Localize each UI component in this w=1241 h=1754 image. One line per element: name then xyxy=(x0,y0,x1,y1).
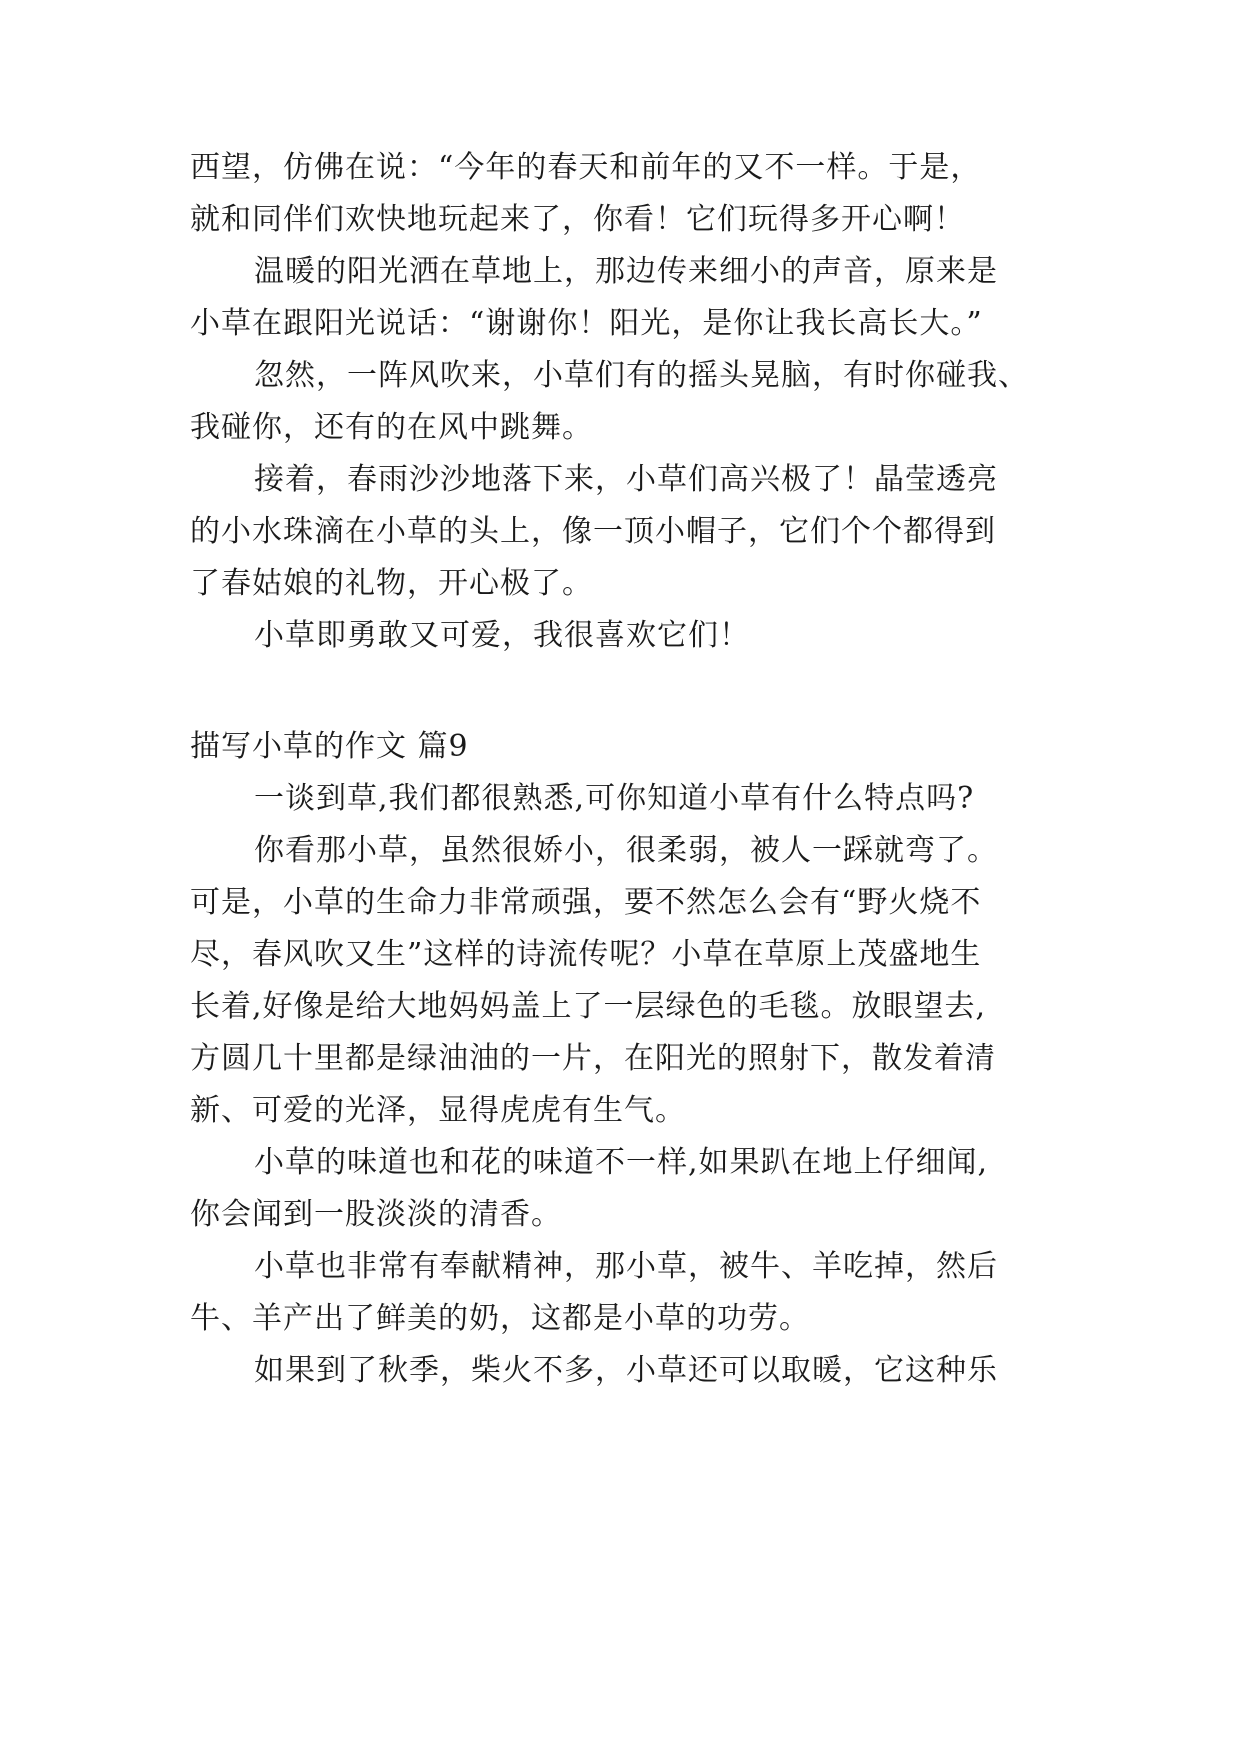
text-line: 可是，小草的生命力非常顽强，要不然怎么会有“野火烧不 xyxy=(190,885,982,920)
paragraph-start: 忽然，一阵风吹来，小草们有的摇头晃脑，有时你碰我、 xyxy=(254,358,1029,393)
paragraph-start: 你看那小草，虽然很娇小，很柔弱，被人一踩就弯了。 xyxy=(254,833,998,868)
text-line: 牛、羊产出了鲜美的奶，这都是小草的功劳。 xyxy=(190,1301,810,1336)
paragraph-start: 小草即勇敢又可爱，我很喜欢它们！ xyxy=(254,618,750,653)
text-line: 长着,好像是给大地妈妈盖上了一层绿色的毛毯。放眼望去, xyxy=(190,989,987,1024)
paragraph-start: 小草的味道也和花的味道不一样,如果趴在地上仔细闻, xyxy=(254,1145,989,1180)
text-line: 的小水珠滴在小草的头上，像一顶小帽子，它们个个都得到 xyxy=(190,514,996,549)
paragraph-start: 温暖的阳光洒在草地上，那边传来细小的声音，原来是 xyxy=(254,254,998,289)
text-line: 小草在跟阳光说话：“谢谢你！阳光，是你让我长高长大。” xyxy=(190,306,983,341)
paragraph-start: 接着，春雨沙沙地落下来，小草们高兴极了！晶莹透亮 xyxy=(254,462,998,497)
text-line: 尽，春风吹又生”这样的诗流传呢？小草在草原上茂盛地生 xyxy=(190,937,982,972)
paragraph-start: 小草也非常有奉献精神，那小草，被牛、羊吃掉，然后 xyxy=(254,1249,998,1284)
text-line: 方圆几十里都是绿油油的一片，在阳光的照射下，散发着清 xyxy=(190,1041,996,1076)
text-line: 就和同伴们欢快地玩起来了，你看！它们玩得多开心啊！ xyxy=(190,202,965,237)
paragraph-start: 一谈到草,我们都很熟悉,可你知道小草有什么特点吗? xyxy=(254,781,975,816)
text-line: 新、可爱的光泽，显得虎虎有生气。 xyxy=(190,1093,686,1128)
section-heading: 描写小草的作文 篇9 xyxy=(190,729,469,764)
text-line: 了春姑娘的礼物，开心极了。 xyxy=(190,566,593,601)
text-line: 我碰你，还有的在风中跳舞。 xyxy=(190,410,593,445)
paragraph-start: 如果到了秋季，柴火不多，小草还可以取暖，它这种乐 xyxy=(254,1353,998,1388)
text-line: 你会闻到一股淡淡的清香。 xyxy=(190,1197,562,1232)
text-line: 西望，仿佛在说：“今年的春天和前年的又不一样。于是， xyxy=(190,150,982,185)
